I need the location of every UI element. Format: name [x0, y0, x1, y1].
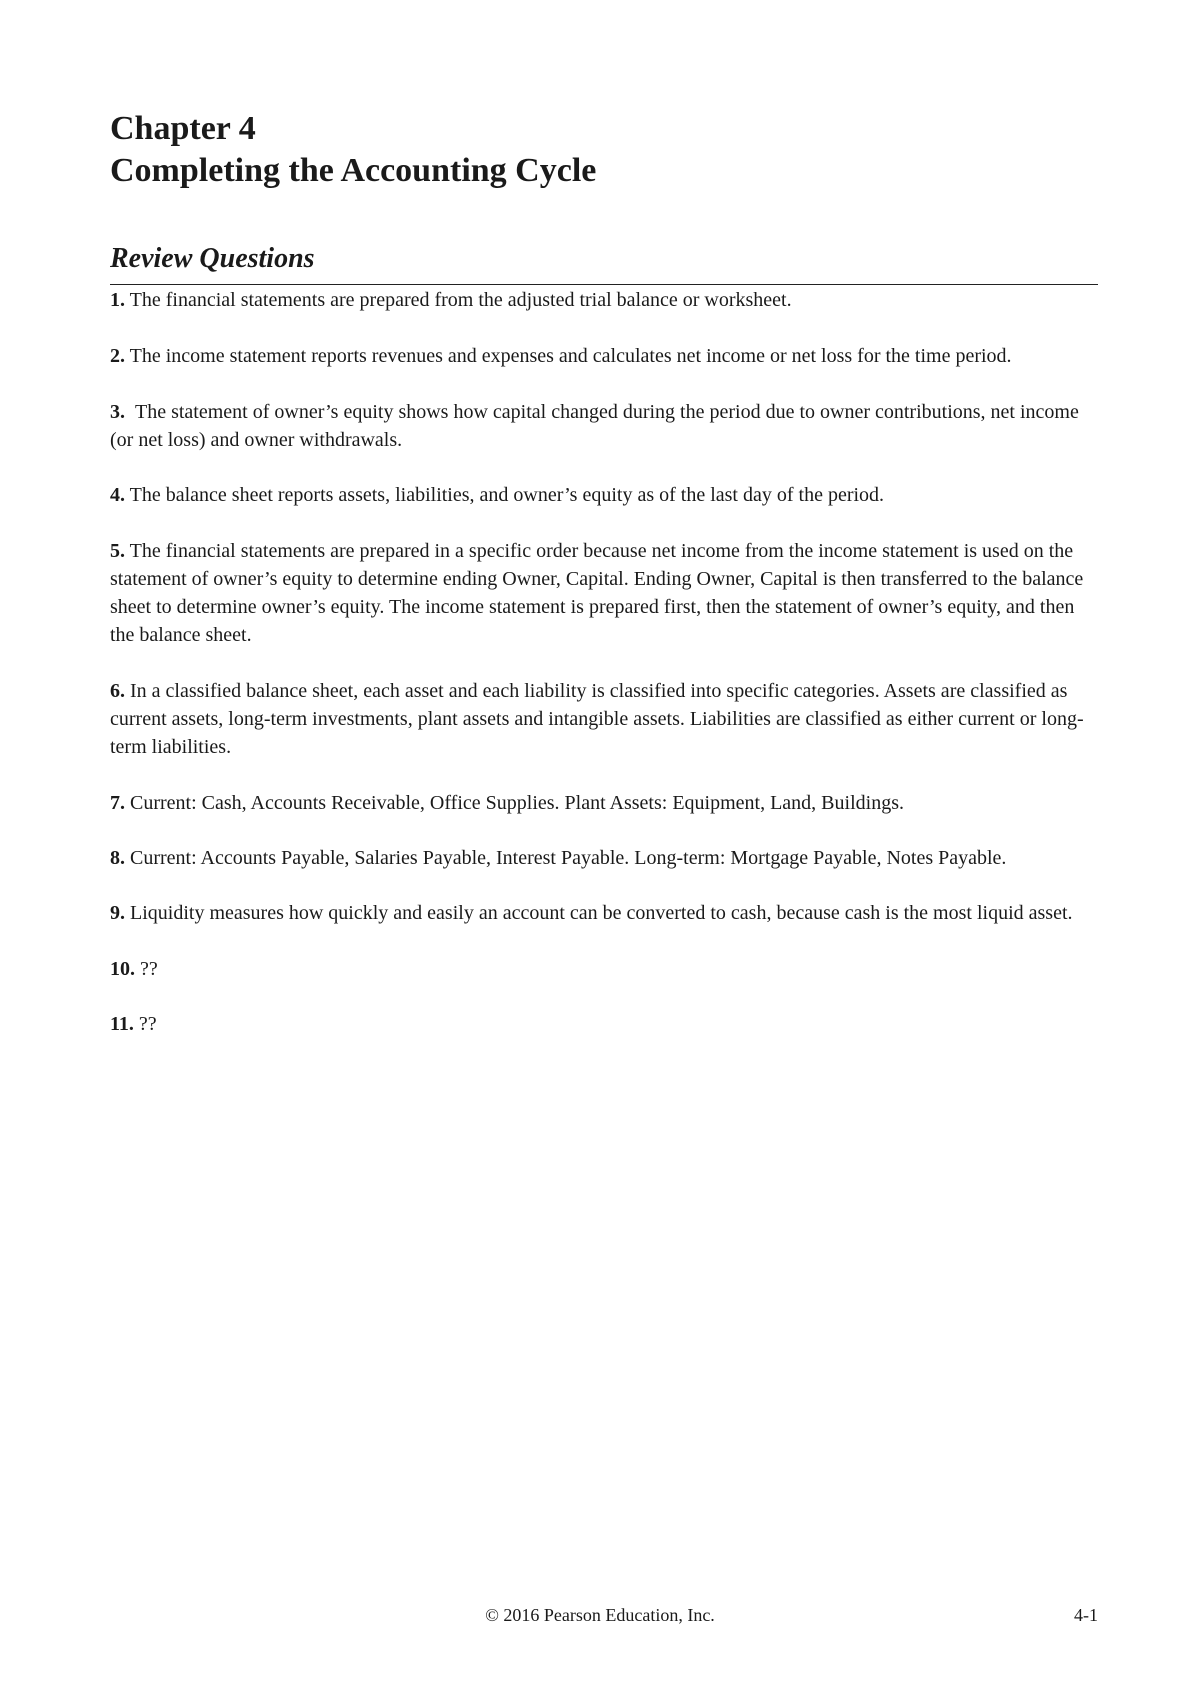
answer-number: 9. [110, 902, 125, 924]
answer-item [110, 398, 1100, 454]
answer-text: In a classified balance sheet, each asset and each liability is classified into specific categories. Assets are classified as current assets, long-term investments, plant assets and intangible assets. Liabilities are classified as either current or long-term liabilities. [110, 680, 1084, 758]
answer-item [110, 1010, 1100, 1038]
answer-number: 2. [110, 345, 125, 367]
answer-number: 1. [110, 289, 125, 311]
answer-number: 7. [110, 792, 125, 814]
answer-text: ?? [138, 1013, 157, 1035]
answer-item [110, 342, 1100, 370]
answer-list [110, 286, 1100, 1038]
chapter-title [110, 108, 596, 192]
answer-text: The income statement reports revenues and expenses and calculates net income or net loss for the time period. [129, 345, 1012, 367]
answer-text: Current: Cash, Accounts Receivable, Office Supplies. Plant Assets: Equipment, Land, Buildings. [130, 792, 904, 814]
answer-text: The financial statements are prepared from the adjusted trial balance or worksheet. [129, 289, 792, 311]
answer-item [110, 899, 1100, 927]
answer-text: The financial statements are prepared in a specific order because net income from the income statement is used on the statement of owner’s equity to determine ending Owner, Capital. Ending Owner, Capital is then transferred to the balance sheet to determine owner’s equity. The income statement is prepared first, then the statement of owner’s equity, and then the balance sheet. [110, 540, 1084, 646]
answer-item [110, 481, 1100, 509]
page-number: 4-1 [1074, 1605, 1098, 1625]
answer-number: 8. [110, 847, 125, 869]
chapter-number: Chapter 4 [110, 110, 256, 147]
answer-item [110, 844, 1100, 872]
answer-item [110, 955, 1100, 983]
answer-number: 5. [110, 540, 125, 562]
section-heading: Review Questions [110, 243, 315, 274]
answer-item [110, 677, 1100, 761]
answer-text: Current: Accounts Payable, Salaries Payable, Interest Payable. Long-term: Mortgage Payable, Notes Payable. [130, 847, 1007, 869]
answer-item [110, 537, 1100, 649]
answer-item [110, 789, 1100, 817]
section-divider [110, 284, 1098, 285]
footer-copyright: © 2016 Pearson Education, Inc. [485, 1605, 715, 1625]
chapter-name: Completing the Accounting Cycle [110, 152, 597, 189]
answer-text: ?? [140, 958, 158, 980]
answer-number: 4. [110, 484, 125, 506]
answer-number: 10. [110, 958, 135, 980]
answer-text: Liquidity measures how quickly and easily an account can be converted to cash, because cash is the most liquid asset. [130, 902, 1073, 924]
answer-item [110, 286, 1100, 314]
answer-text: The balance sheet reports assets, liabilities, and owner’s equity as of the last day of the period. [129, 484, 885, 506]
answer-number: 6. [110, 680, 125, 702]
answer-number: 11. [110, 1013, 134, 1035]
answer-number: 3. [110, 401, 125, 423]
answer-text: The statement of owner’s equity shows how capital changed during the period due to owner contributions, net income (or net loss) and owner withdrawals. [110, 401, 1079, 451]
